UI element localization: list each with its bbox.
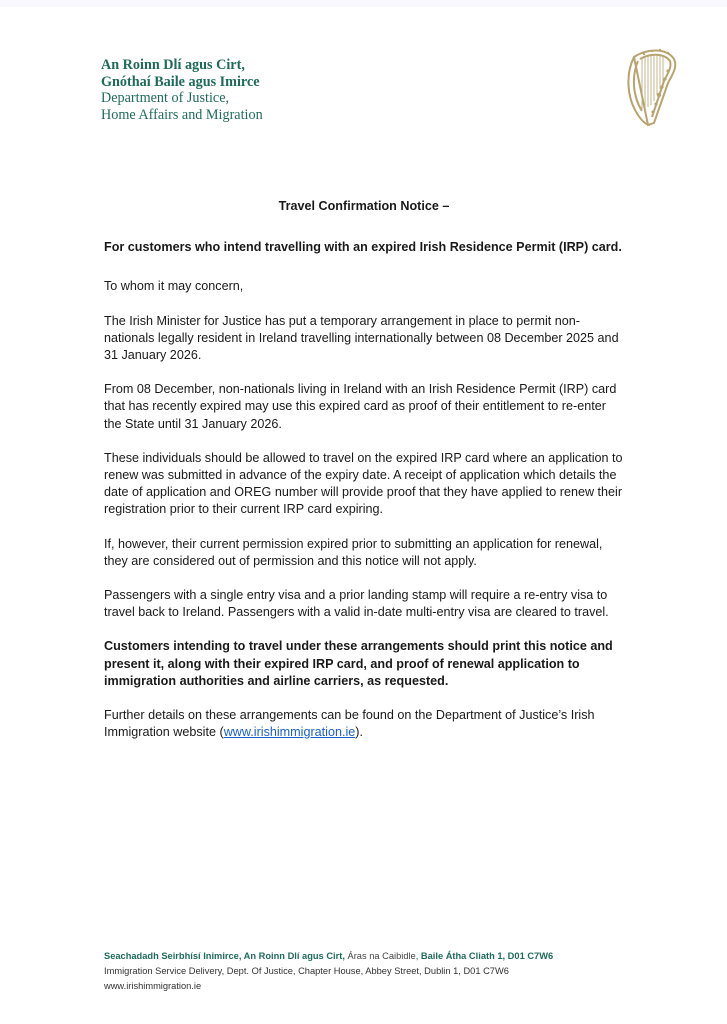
notice-subtitle: For customers who intend travelling with an expired Irish Residence Permit (IRP) card.: [104, 240, 622, 255]
irish-immigration-link[interactable]: www.irishimmigration.ie: [223, 725, 356, 740]
footer: [104, 949, 553, 994]
paragraph-out-of-permission: If, however, their current permission expired prior to submitting an application for renewal, they are considered out of permission and this notice will not apply.: [104, 536, 603, 568]
footer-irish-address: [104, 949, 553, 964]
paragraph-visa: Passengers with a single entry visa and a prior landing stamp will require a re-entry visa to travel back to Ireland. Passengers with a valid in-date multi-entry visa are cleared to travel.: [104, 588, 609, 620]
paragraph-print-instruction: Customers intending to travel under these arrangements should print this notice and present it, along with their expired IRP card, and proof of renewal application to immigration authorities and airline carriers, as requested.: [104, 639, 613, 688]
notice-body: [104, 198, 624, 758]
paragraph-arrangement: The Irish Minister for Justice has put a temporary arrangement in place to permit non-nationals legally resident in Ireland travelling internationally between 08 December 2025 and 31 January 2026.: [104, 313, 619, 363]
footer-irish-plain: Áras na Caibidle,: [344, 951, 421, 961]
dept-english-line2: Home Affairs and Migration: [101, 106, 263, 123]
top-band: [0, 0, 727, 7]
harp-emblem-icon: [624, 45, 680, 129]
paragraph-expired-card: From 08 December, non-nationals living in Ireland with an Irish Residence Permit (IRP) card that has recently expired may use this expired card as proof of their entitlement to re-enter the State until 31 January 2026.: [104, 382, 617, 431]
dept-english-line1: Department of Justice,: [101, 90, 230, 106]
further-details-text: Further details on these arrangements can be found on the Department of Justice’s Irish Immigration website (: [104, 708, 595, 740]
footer-irish-bold2: Baile Átha Cliath 1, D01 C7W6: [420, 951, 554, 961]
footer-irish-bold: Seachadadh Seirbhísí Inimirce, An Roinn Dlí agus Cirt,: [104, 951, 345, 961]
paragraph-renewal-receipt: These individuals should be allowed to travel on the expired IRP card where an application to renew was submitted in advance of the expiry date. A receipt of application which details the date of application and OREG number will provide proof that they have applied to renew their registration prior to their current IRP card expiring.: [104, 450, 623, 517]
further-details-suffix: ).: [355, 725, 363, 740]
department-letterhead: [101, 57, 263, 123]
footer-website: www.irishimmigration.ie: [104, 981, 202, 991]
paragraph-further-details: [104, 707, 624, 741]
dept-irish-line2: Gnóthaí Baile agus Imirce: [101, 73, 260, 90]
footer-english-address: Immigration Service Delivery, Dept. Of Justice, Chapter House, Abbey Street, Dublin 1, D01 C7W6: [104, 966, 509, 976]
notice-title: Travel Confirmation Notice –: [278, 199, 450, 213]
dept-irish-line1: An Roinn Dlí agus Cirt,: [101, 57, 245, 73]
salutation: To whom it may concern,: [104, 279, 244, 294]
